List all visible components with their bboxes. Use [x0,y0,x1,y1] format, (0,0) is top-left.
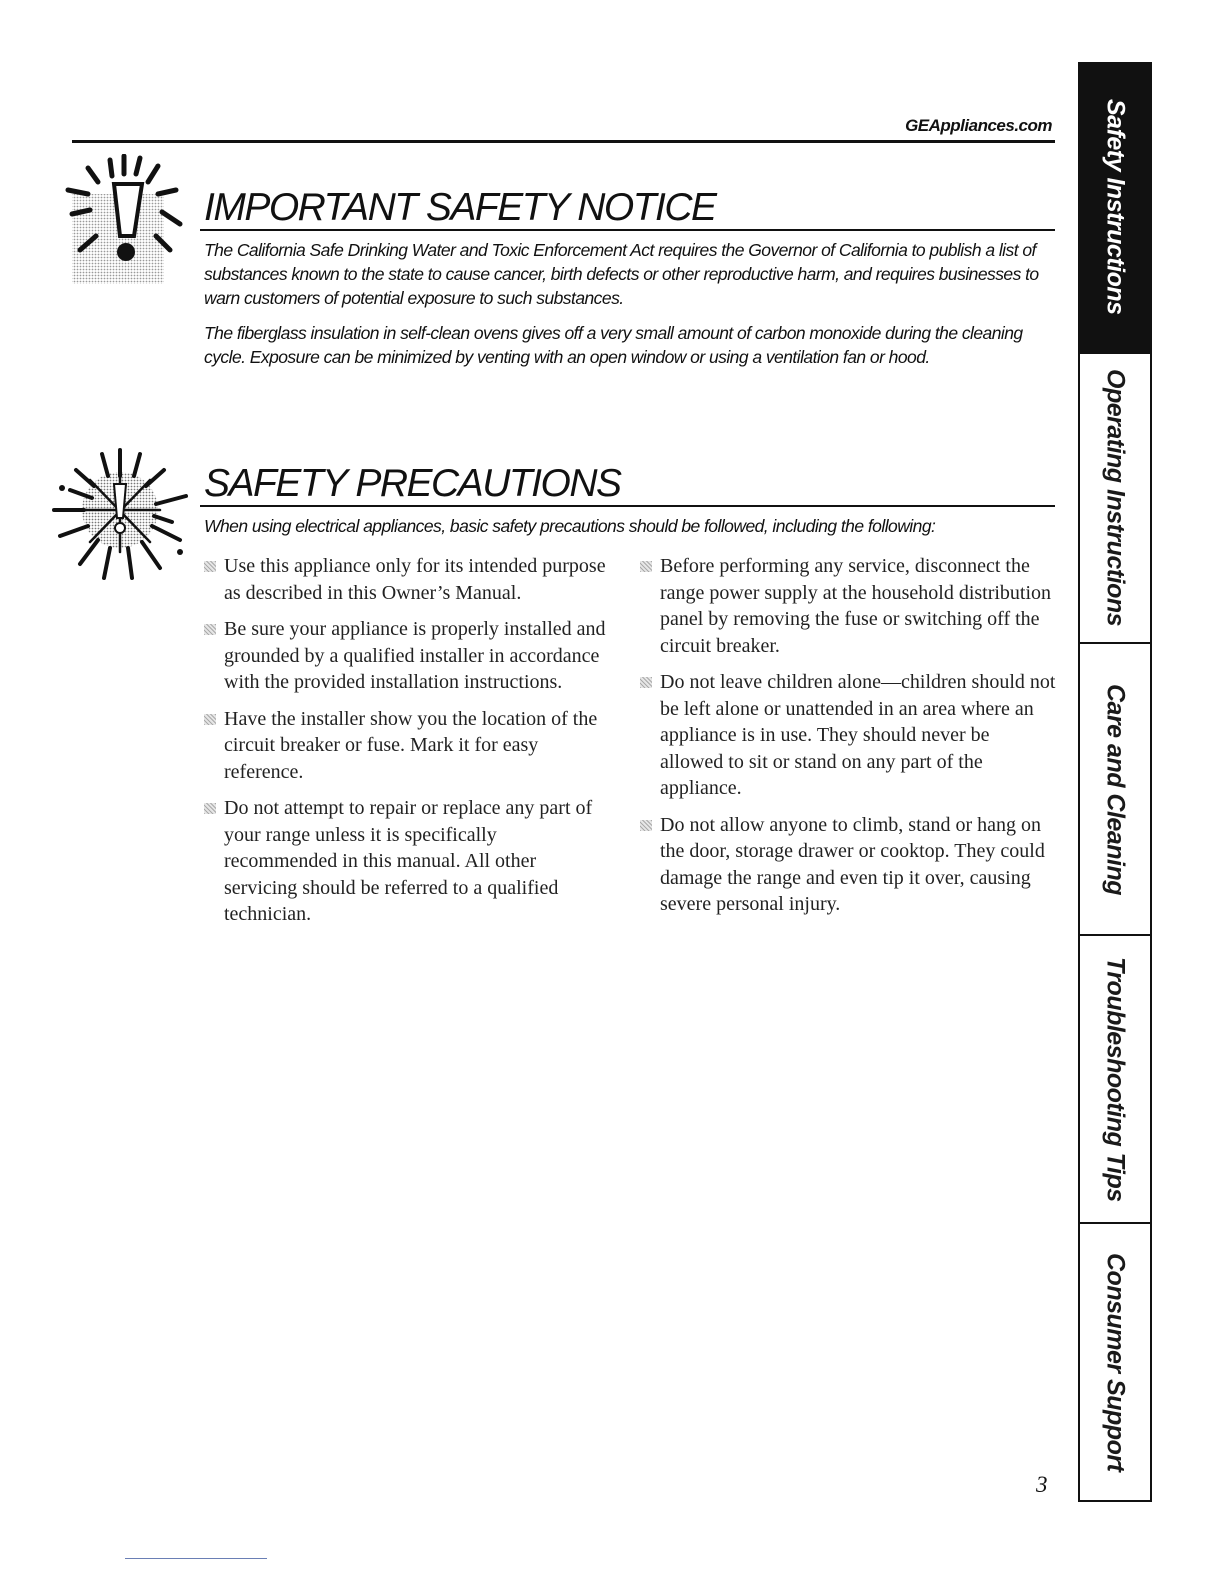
page-number: 3 [1036,1472,1048,1497]
notice-paragraph-2: The fiberglass insulation in self-clean ovens gives off a very small amount of carbon monoxide during the cleaning cycle. Exposure can be minimized by venting with an open window or using a ventilation fan or hood. [204,323,1023,367]
list-item: Do not attempt to repair or replace any part of your range unless it is specifically recommended in this manual. All other servicing should be referred to a qualified technician. [200,795,610,928]
list-item: Have the installer show you the location of the circuit breaker or fuse. Mark it for easy reference. [200,706,610,786]
header-rule [72,140,1055,143]
footer-rule [125,1558,267,1559]
tab-care-and-cleaning[interactable]: Care and Cleaning [1080,642,1150,934]
list-item: Do not allow anyone to climb, stand or hang on the door, storage drawer or cooktop. They could damage the range and even tip it over, causing severe personal injury. [636,812,1056,918]
precautions-right-column [636,553,1056,928]
tab-operating-instructions[interactable]: Operating Instructions [1080,352,1150,642]
tab-consumer-support[interactable]: Consumer Support [1080,1222,1150,1500]
bullet-icon [204,803,216,814]
list-item: Do not leave children alone—children should not be left alone or unattended in an area where an appliance is in use. They should never be allowed to sit or stand on any part of the appliance. [636,669,1056,802]
bullet-icon [640,820,652,831]
precautions-rule [200,505,1055,507]
tab-safety-instructions[interactable]: Safety Instructions [1080,62,1150,352]
list-item: Be sure your appliance is properly installed and grounded by a qualified installer in accordance with the provided installation instructions. [200,616,610,696]
precautions-left-column [200,553,610,938]
warning-exclamation-icon [58,154,198,289]
precautions-intro: When using electrical appliances, basic safety precautions should be followed, including the following: [204,516,936,536]
tab-troubleshooting-tips[interactable]: Troubleshooting Tips [1080,934,1150,1222]
bullet-icon [204,624,216,635]
bullet-icon [640,561,652,572]
bullet-icon [204,714,216,725]
section-tabs [1078,62,1152,1502]
notice-rule [200,229,1055,231]
notice-paragraph-1: The California Safe Drinking Water and Toxic Enforcement Act requires the Governor of California to publish a list of substances known to the state to cause cancer, birth defects or other reproductive harm, and requires businesses to warn customers of potential exposure to such substances. [204,240,1039,308]
website-url: GEAppliances.com [905,116,1052,135]
list-item: Before performing any service, disconnect the range power supply at the household distribution panel by removing the fuse or switching off the circuit breaker. [636,553,1056,659]
bullet-icon [204,561,216,572]
bullet-icon [640,677,652,688]
notice-title: IMPORTANT SAFETY NOTICE [204,186,716,229]
precautions-title: SAFETY PRECAUTIONS [204,462,621,505]
burst-exclamation-icon [40,440,190,590]
list-item: Use this appliance only for its intended purpose as described in this Owner’s Manual. [200,553,610,606]
